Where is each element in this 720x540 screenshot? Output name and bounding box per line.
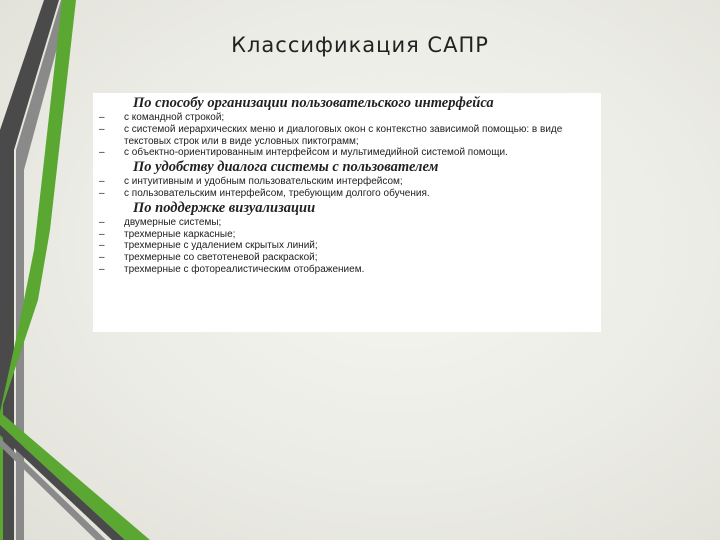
list-item-text: с командной строкой; [124,112,225,123]
section-heading-interface: По способу организации пользовательского интерфейса [133,95,494,111]
list-item [99,252,595,264]
list-item [99,176,595,188]
list-item-text: трехмерные с фотореалистическим отображением. [124,263,365,275]
list-item-text: с пользовательским интерфейсом, требующим долгого обучения. [124,187,430,199]
dash-bullet: – [99,252,105,264]
list-item [99,147,595,159]
list-item [99,240,595,252]
list-item-text: трехмерные со светотеневой раскраской; [124,252,318,264]
dash-bullet: – [99,216,105,228]
list-item-text: с системой иерархических меню и диалоговых окон с контекстно зависимой помощью: в виде текстовых строк или в виде условных пиктограмм; [124,123,563,147]
list-item-text: трехмерные с удалением скрытых линий; [124,240,318,252]
list-item [99,264,595,276]
list-item [99,229,595,241]
dash-bullet: – [99,240,105,252]
list-item [99,217,595,229]
dash-bullet: – [99,263,105,275]
list-item [99,112,595,124]
dash-bullet: – [99,176,105,188]
section-heading-dialog: По удобству диалога системы с пользователем [133,159,439,176]
dash-bullet: – [99,228,105,240]
content-box [93,93,601,332]
dash-bullet: – [99,112,105,123]
list-item-text: с интуитивным и удобным пользовательским интерфейсом; [124,176,403,188]
list-item-text: трехмерные каркасные; [124,228,236,240]
dash-bullet: – [99,187,105,199]
dash-bullet: – [99,147,105,159]
slide-title: Классификация САПР [231,33,489,57]
list-item [99,188,595,200]
list-item [99,124,595,148]
list-item-text: двумерные системы; [124,216,222,228]
section-heading-visualization: По поддержке визуализации [133,199,316,216]
list-item-text: с объектно-ориентированным интерфейсом и мультимедийной системой помощи. [124,147,508,159]
dash-bullet: – [99,123,105,135]
